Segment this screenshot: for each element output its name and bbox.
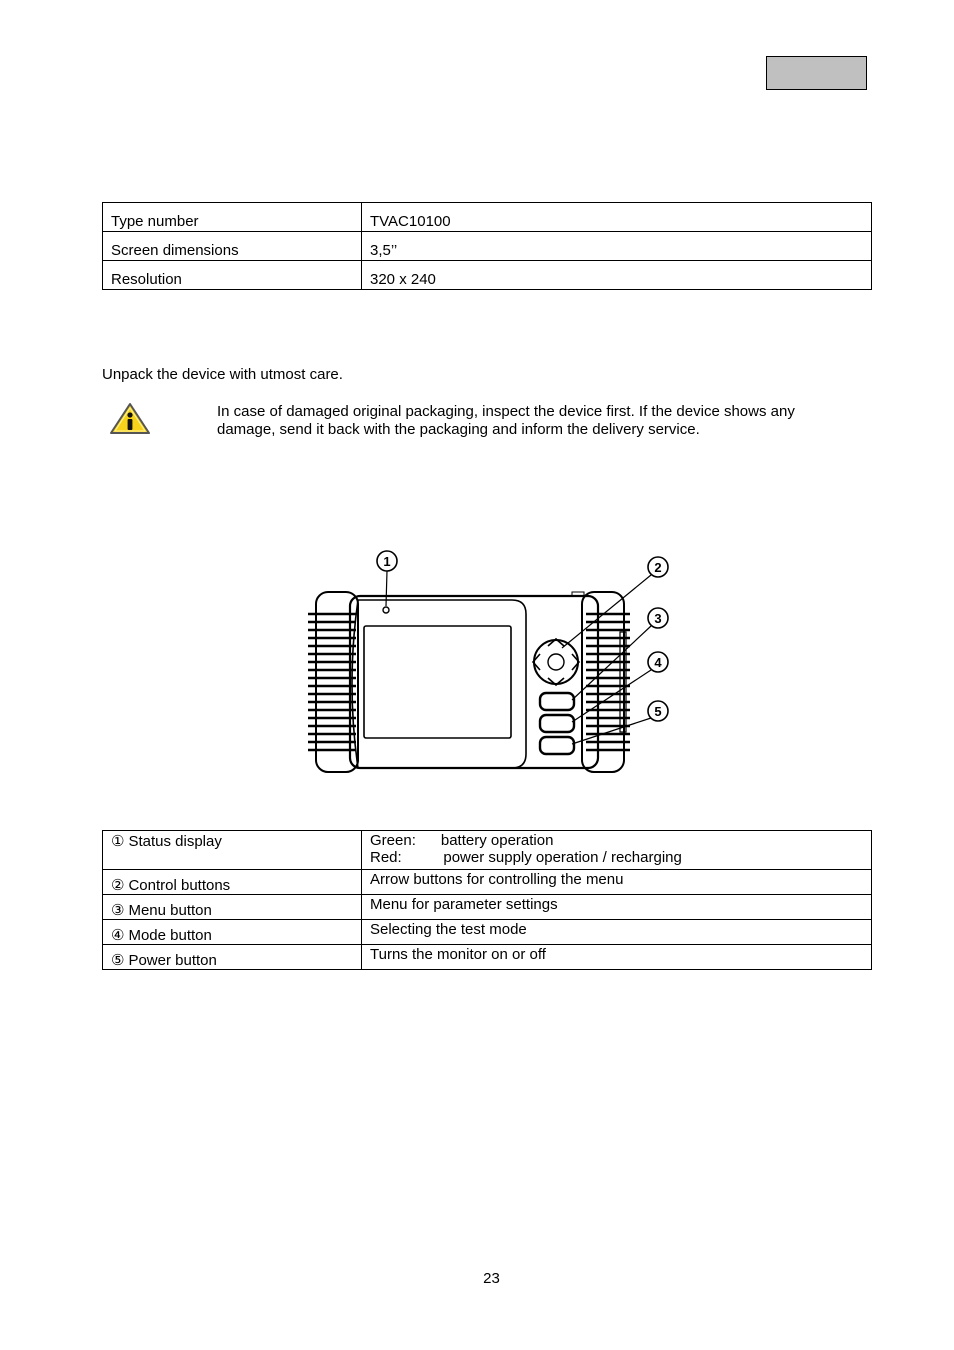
spec-label: Screen dimensions xyxy=(103,232,362,261)
part-label: Menu button xyxy=(128,902,212,919)
note-line: In case of damaged original packaging, inspect the device first. If the device shows any xyxy=(217,403,795,420)
spec-label: Type number xyxy=(103,203,362,232)
table-row xyxy=(103,895,872,920)
part-label-cell xyxy=(103,920,362,945)
mode-button-shape xyxy=(540,715,574,732)
intro-text: Unpack the device with utmost care. xyxy=(102,366,343,383)
part-number: ① xyxy=(111,833,125,850)
part-label-cell xyxy=(103,945,362,970)
part-label: Control buttons xyxy=(128,877,231,894)
table-row xyxy=(103,870,872,895)
part-number: ③ xyxy=(111,902,125,919)
part-number: ④ xyxy=(111,927,125,944)
device-diagram xyxy=(300,548,680,778)
info-warning-icon xyxy=(108,402,152,436)
part-desc-line: Red: power supply operation / recharging xyxy=(370,849,682,866)
part-desc: Menu for parameter settings xyxy=(362,895,872,920)
part-label: Mode button xyxy=(128,927,212,944)
page-number: 23 xyxy=(483,1270,500,1287)
part-desc: Arrow buttons for controlling the menu xyxy=(362,870,872,895)
table-row xyxy=(103,945,872,970)
part-desc: Turns the monitor on or off xyxy=(362,945,872,970)
part-label: Power button xyxy=(128,952,217,969)
callout-label: 1 xyxy=(383,554,391,569)
part-label-cell xyxy=(103,870,362,895)
table-row xyxy=(103,920,872,945)
spec-table xyxy=(102,202,872,290)
table-row xyxy=(103,232,872,261)
callout-label: 3 xyxy=(654,611,662,626)
part-number: ⑤ xyxy=(111,952,125,969)
power-button-shape xyxy=(540,737,574,754)
callout-label: 4 xyxy=(654,655,662,670)
spec-value: 3,5’’ xyxy=(362,232,872,261)
control-buttons xyxy=(533,639,579,685)
part-desc-cell xyxy=(362,831,872,870)
status-led xyxy=(383,607,389,613)
spec-value: TVAC10100 xyxy=(362,203,872,232)
table-row xyxy=(103,831,872,870)
screen xyxy=(364,626,511,738)
part-desc: Selecting the test mode xyxy=(362,920,872,945)
callout-label: 5 xyxy=(654,704,662,719)
part-label: Status display xyxy=(128,833,222,850)
table-row xyxy=(103,261,872,290)
callout-label: 2 xyxy=(654,560,662,575)
language-tab-box xyxy=(766,56,867,90)
menu-button-shape xyxy=(540,693,574,710)
spec-value: 320 x 240 xyxy=(362,261,872,290)
part-label-cell xyxy=(103,831,362,870)
table-row xyxy=(103,203,872,232)
note-text xyxy=(217,403,857,439)
part-desc-line: Green: battery operation xyxy=(370,832,554,849)
right-grip xyxy=(582,592,624,772)
part-label-cell xyxy=(103,895,362,920)
note-line: damage, send it back with the packaging and inform the delivery service. xyxy=(217,421,700,438)
parts-table xyxy=(102,830,872,970)
spec-label: Resolution xyxy=(103,261,362,290)
part-number: ② xyxy=(111,877,125,894)
